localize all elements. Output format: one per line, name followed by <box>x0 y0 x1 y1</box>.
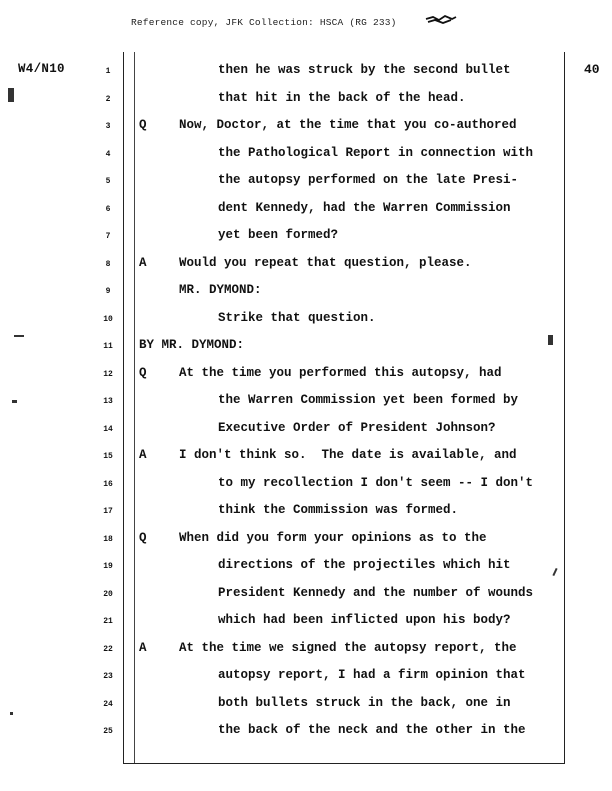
line-text: At the time we signed the autopsy report, the <box>179 640 517 655</box>
document-id: W4/N10 <box>18 62 65 76</box>
line-number: 24 <box>103 699 113 709</box>
transcript-line <box>0 668 612 688</box>
line-text: the autopsy performed on the late Presi- <box>218 173 519 187</box>
transcript-line <box>0 421 612 441</box>
transcript-line <box>0 586 612 606</box>
transcript-line <box>0 641 612 661</box>
transcript-line <box>0 448 612 468</box>
line-number: 22 <box>103 644 113 654</box>
line-number: 16 <box>103 479 113 489</box>
line-text: think the Commission was formed. <box>218 503 459 517</box>
speaker-marker: Q <box>139 530 147 545</box>
line-number: 4 <box>105 149 111 159</box>
line-text: that hit in the back of the head. <box>218 90 466 105</box>
line-number: 21 <box>103 617 113 626</box>
line-text: Now, Doctor, at the time that you co-authored <box>179 118 517 132</box>
line-text: which had been inflicted upon his body? <box>218 613 511 627</box>
speaker-marker: Q <box>139 365 147 380</box>
transcript-line <box>0 476 612 496</box>
line-text: I don't think so. The date is available, and <box>179 448 517 462</box>
line-text: yet been formed? <box>218 228 339 242</box>
page-number: 40 <box>584 62 600 77</box>
speaker-marker: A <box>139 640 147 655</box>
transcript-line <box>0 613 612 633</box>
line-number: 12 <box>103 369 113 379</box>
transcript-line <box>0 118 612 138</box>
transcript-line <box>0 696 612 716</box>
line-text: At the time you performed this autopsy, had <box>179 365 502 380</box>
speaker-marker: Q <box>139 118 147 132</box>
line-text: the back of the neck and the other in the <box>218 723 526 737</box>
speaker-marker: A <box>139 448 147 462</box>
line-number: 8 <box>105 259 111 269</box>
line-number: 17 <box>103 507 113 516</box>
line-text: dent Kennedy, had the Warren Commission <box>218 200 511 215</box>
line-number: 2 <box>105 94 111 104</box>
transcript-line <box>0 558 612 578</box>
line-number: 20 <box>103 589 113 599</box>
scan-mark <box>14 335 24 337</box>
line-number: 3 <box>105 122 111 131</box>
line-number: 18 <box>103 534 113 544</box>
transcript-line <box>0 91 612 111</box>
line-text: the Pathological Report in connection with <box>218 145 534 160</box>
line-number: 13 <box>103 397 113 406</box>
line-number: 6 <box>105 204 111 214</box>
line-number: 19 <box>103 562 113 571</box>
line-text: When did you form your opinions as to the <box>179 530 487 545</box>
line-text: to my recollection I don't seem -- I don't <box>218 475 534 490</box>
line-number: 23 <box>103 672 113 681</box>
line-text: both bullets struck in the back, one in <box>218 695 511 710</box>
transcript-line <box>0 338 612 358</box>
transcript-line <box>0 146 612 166</box>
transcript-line <box>0 366 612 386</box>
line-text: President Kennedy and the number of wounds <box>218 585 534 600</box>
line-number: 9 <box>105 287 111 296</box>
transcript-line <box>0 173 612 193</box>
line-text: Strike that question. <box>218 310 376 325</box>
line-number: 10 <box>103 314 113 324</box>
transcript-line <box>0 201 612 221</box>
transcript-line <box>0 393 612 413</box>
transcript-line <box>0 283 612 303</box>
line-number: 15 <box>103 452 113 461</box>
line-text: MR. DYMOND: <box>179 283 262 297</box>
line-text: BY MR. DYMOND: <box>139 338 245 352</box>
line-number: 7 <box>105 232 111 241</box>
line-text: directions of the projectiles which hit <box>218 558 511 572</box>
line-text: Would you repeat that question, please. <box>179 255 472 270</box>
transcript-line <box>0 228 612 248</box>
line-text: the Warren Commission yet been formed by <box>218 393 519 407</box>
transcript-line <box>0 723 612 743</box>
reference-header: Reference copy, JFK Collection: HSCA (RG 233) <box>131 17 397 28</box>
transcript-line <box>0 256 612 276</box>
redaction-scribble-icon <box>425 14 457 26</box>
line-text: Executive Order of President Johnson? <box>218 420 496 435</box>
line-number: 5 <box>105 177 111 186</box>
transcript-line <box>0 503 612 523</box>
line-number: 25 <box>103 727 113 736</box>
transcript-line <box>0 63 612 83</box>
line-text: autopsy report, I had a firm opinion that <box>218 668 526 682</box>
transcript-line <box>0 531 612 551</box>
speaker-marker: A <box>139 255 147 270</box>
transcript-line <box>0 311 612 331</box>
line-text: then he was struck by the second bullet <box>218 63 511 77</box>
line-number: 1 <box>105 67 111 76</box>
line-number: 11 <box>103 342 113 351</box>
line-number: 14 <box>103 424 113 434</box>
